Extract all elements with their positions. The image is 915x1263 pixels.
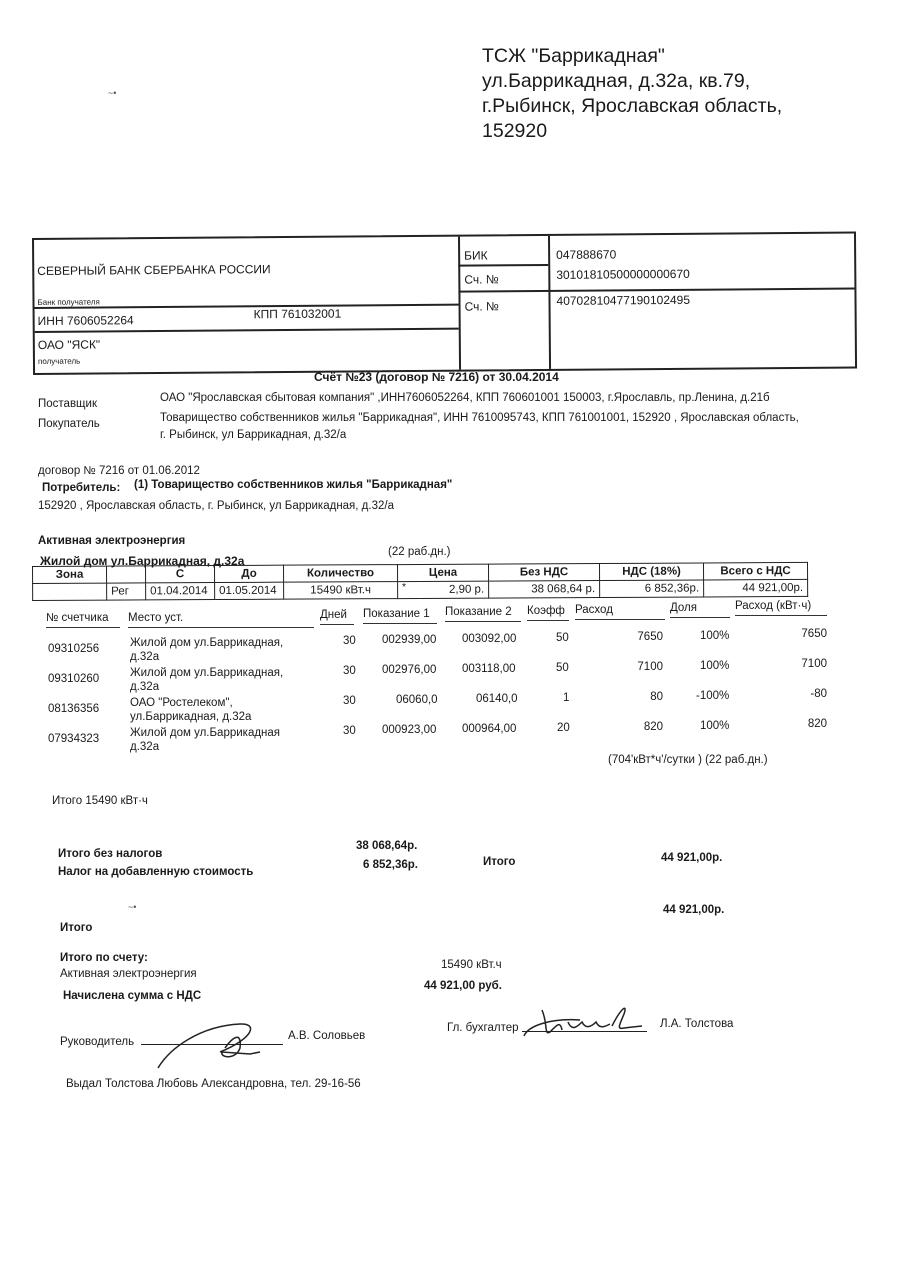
recipient-line: ТСЖ "Баррикадная" (482, 45, 665, 67)
total2-value: 44 921,00р. (663, 904, 725, 916)
meter-use: 7100 (637, 661, 663, 673)
buyer-label: Покупатель (38, 418, 100, 430)
total-kwh: Итого 15490 кВт·ч (52, 795, 148, 807)
scan-mark: ~• (128, 902, 137, 912)
col-zone: Зона (33, 566, 107, 583)
meter-number: 09310260 (48, 673, 100, 685)
cell-price: 2,90 р. (420, 581, 489, 598)
meter-reading2: 003118,00 (462, 663, 516, 675)
energy-section-title: Активная электроэнергия (38, 535, 186, 547)
total-value: 44 921,00р. (661, 852, 723, 864)
col-from: С (146, 566, 215, 583)
contract-line: договор № 7216 от 01.06.2012 (38, 465, 200, 477)
meter-reading1: 06060,0 (396, 694, 438, 706)
meter-col-use: Расход (575, 604, 665, 620)
divider (548, 236, 551, 369)
cell-vat: 6 852,36р. (600, 580, 704, 598)
meter-coef: 20 (557, 722, 570, 734)
divider (35, 328, 459, 333)
meter-use: 7650 (637, 631, 663, 643)
meter-share: 100% (700, 720, 730, 732)
account-label: Сч. № (464, 299, 499, 314)
meter-days: 30 (343, 695, 356, 707)
meter-reading2: 003092,00 (462, 633, 517, 645)
meter-share: 100% (700, 630, 730, 642)
meter-place-1: Жилой дом ул.Баррикадная (130, 727, 281, 739)
meter-col-coef: Коэфф (527, 605, 569, 621)
col-blank (107, 566, 146, 583)
bank-name: СЕВЕРНЫЙ БАНК СБЕРБАНКА РОССИИ (37, 262, 271, 278)
charged-value: 44 921,00 руб. (424, 980, 502, 992)
supplier-label: Поставщик (38, 398, 97, 410)
meter-place-2: д.32а (130, 741, 160, 753)
meter-reading1: 002939,00 (382, 634, 437, 646)
meter-coef: 50 (556, 632, 569, 644)
col-vat: НДС (18%) (599, 563, 703, 581)
meter-total: 7100 (801, 658, 827, 670)
meter-number: 09310256 (48, 643, 100, 655)
workdays: (22 раб.дн.) (388, 546, 451, 558)
meter-use: 820 (643, 721, 663, 733)
meter-col-share-label: Доля (670, 602, 697, 614)
active-energy-label: Активная электроэнергия (60, 968, 197, 980)
cell-to: 01.05.2014 (215, 582, 284, 599)
col-quantity: Количество (283, 565, 397, 583)
vat-value: 6 852,36р. (363, 859, 418, 871)
invoice-title: Счёт №23 (договор № 7216) от 30.04.2014 (314, 370, 559, 384)
meter-place-2: ул.Баррикадная, д.32а (130, 711, 252, 723)
col-total: Всего с НДС (703, 562, 807, 580)
col-no-vat: Без НДС (488, 564, 599, 582)
scan-mark: ~• (108, 88, 117, 98)
no-tax-value: 38 068,64р. (356, 840, 418, 852)
summary-table (32, 562, 808, 601)
corr-account-value: 30101810500000000670 (556, 266, 690, 282)
meter-days: 30 (343, 725, 356, 737)
meter-number: 07934323 (48, 733, 100, 745)
cell-price-mark: * (398, 581, 421, 598)
meter-col-total: Расход (кВт·ч) (735, 600, 827, 616)
invoice-total-label: Итого по счету: (60, 952, 148, 964)
buyer-value-line1: Товарищество собственников жилья "Баррикадная", ИНН 7610095743, КПП 761001001, 152920 , Ярославская область, (160, 412, 799, 424)
total-label: Итого (483, 856, 516, 868)
supplier-value: ОАО "Ярославская сбытовая компания" ,ИНН7606052264, КПП 760601001 150003, г.Ярославль, пр.Ленина, д.21б (160, 392, 770, 404)
consumer-address: 152920 , Ярославская область, г. Рыбинск, ул Баррикадная, д.32/а (38, 500, 394, 512)
bik-label: БИК (464, 248, 488, 263)
head-signature-icon (150, 1018, 280, 1070)
charged-label: Начислена сумма с НДС (63, 990, 202, 1002)
meter-place-2: д.32а (130, 681, 160, 693)
cell-tariff: Рег (107, 583, 146, 600)
kpp: КПП 761032001 (253, 306, 342, 322)
col-price: Цена (397, 564, 488, 581)
divider (458, 264, 548, 267)
recipient-line: г.Рыбинск, Ярославская область, (482, 95, 783, 117)
active-energy-value: 15490 кВт.ч (441, 959, 502, 971)
meter-total: -80 (810, 688, 827, 700)
recipient-line: ул.Баррикадная, д.32а, кв.79, (482, 70, 751, 92)
meter-use: 80 (650, 691, 663, 703)
meter-days: 30 (343, 635, 356, 647)
meter-place-1: Жилой дом ул.Баррикадная, (130, 637, 284, 649)
meter-place-1: ОАО "Ростелеком", (130, 697, 233, 709)
total2-label: Итого (60, 922, 93, 934)
meter-col-share (670, 602, 730, 618)
daily-note: (704'кВт*ч'/сутки ) (22 раб.дн.) (608, 754, 768, 766)
head-name: А.В. Соловьев (288, 1030, 366, 1042)
cell-no-vat: 38 068,64 р. (489, 581, 600, 599)
bank-details-box (32, 232, 857, 375)
meter-share: -100% (696, 690, 730, 702)
meter-total: 7650 (801, 628, 827, 640)
accountant-name: Л.А. Толстова (660, 1018, 734, 1030)
consumer-label: Потребитель: (42, 482, 121, 494)
corr-account-label: Сч. № (464, 272, 499, 287)
accountant-label: Гл. бухгалтер (447, 1022, 519, 1034)
meter-reading1: 002976,00 (382, 664, 437, 676)
cell-quantity: 15490 кВт.ч (284, 582, 398, 600)
meter-coef: 1 (563, 692, 570, 704)
meter-days: 30 (343, 665, 356, 677)
col-to: До (215, 565, 284, 582)
meter-place-1: Жилой дом ул.Баррикадная, (130, 667, 284, 679)
recipient-name: ОАО "ЯСК" (37, 337, 101, 352)
summary-row (33, 579, 808, 600)
meter-number: 08136356 (48, 703, 100, 715)
buyer-value-line2: г. Рыбинск, ул Баррикадная, д.32/а (160, 429, 347, 441)
meter-total: 820 (807, 718, 827, 730)
inn: ИНН 7606052264 (37, 313, 134, 328)
meter-col-number: № счетчика (46, 612, 120, 628)
meter-col-reading2: Показание 2 (445, 606, 521, 622)
accountant-signature-icon (520, 1000, 650, 1042)
meter-col-reading1: Показание 1 (363, 608, 437, 624)
meter-place-2: д.32а (130, 651, 160, 663)
meter-coef: 50 (556, 662, 569, 674)
issued-by: Выдал Толстова Любовь Александровна, тел. 29-16-56 (66, 1078, 361, 1090)
bik-value: 047888670 (556, 247, 617, 262)
cell-total: 44 921,00р. (704, 579, 808, 597)
energy-object: Жилой дом ул.Баррикадная, д.32а (40, 554, 245, 568)
divider (458, 288, 854, 293)
meter-reading2: 000964,00 (462, 723, 517, 735)
bank-label: Банк получателя (37, 297, 100, 307)
meter-reading2: 06140,0 (476, 693, 518, 705)
consumer-value: (1) Товарищество собственников жилья "Баррикадная" (134, 479, 453, 491)
meter-share: 100% (700, 660, 730, 672)
head-label: Руководитель (60, 1036, 135, 1048)
meter-reading1: 000923,00 (382, 724, 437, 736)
account-value: 40702810477190102495 (556, 292, 691, 308)
recipient-address (482, 44, 782, 144)
meter-col-place: Место уст. (128, 612, 314, 628)
vat-label: Налог на добавленную стоимость (58, 866, 254, 878)
recipient-line: 152920 (482, 120, 548, 142)
no-tax-label: Итого без налогов (58, 848, 163, 860)
cell-zone (33, 583, 107, 600)
recipient-label: получатель (37, 356, 81, 366)
meter-col-days: Дней (320, 609, 354, 625)
cell-from: 01.04.2014 (146, 583, 215, 600)
